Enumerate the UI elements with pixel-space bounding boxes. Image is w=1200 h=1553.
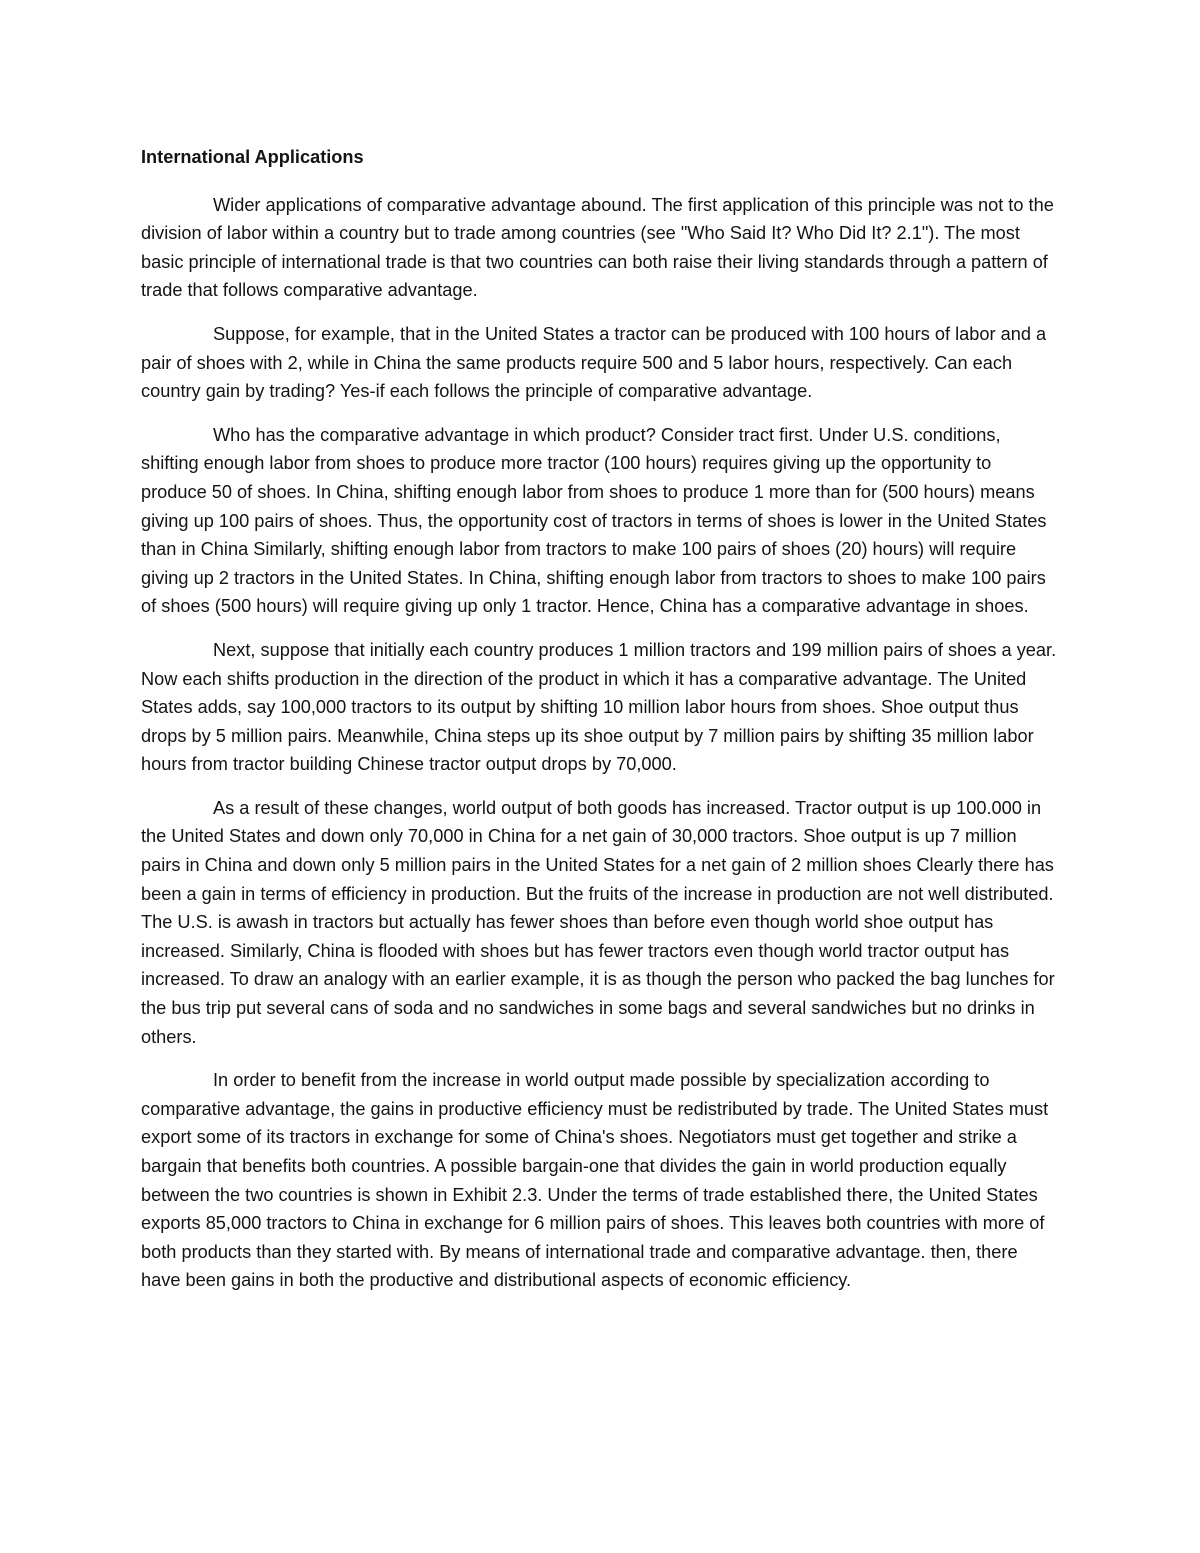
paragraph-4: Next, suppose that initially each country produces 1 million tractors and 199 million pairs of shoes a year. Now each shifts production in the direction of the product in which it has a comparative advantage. The United States adds, say 100,000 tractors to its output by shifting 10 million labor hours from shoes. Shoe output thus drops by 5 million pairs. Meanwhile, China steps up its shoe output by 7 million pairs by shifting 35 million labor hours from tractor building Chinese tractor output drops by 70,000. [141, 639, 1057, 775]
paragraph-3: Who has the comparative advantage in which product? Consider tract first. Under U.S. conditions, shifting enough labor from shoes to produce more tractor (100 hours) requires giving up the opportunity to produce 50 of shoes. In China, shifting enough labor from shoes to produce 1 more than for (500 hours) means giving up 100 pairs of shoes. Thus, the opportunity cost of tractors in terms of shoes is lower in the United States than in China Similarly, shifting enough labor from tractors to make 100 pairs of shoes (20) hours) will require giving up 2 tractors in the United States. In China, shifting enough labor from tractors to shoes to make 100 pairs of shoes (500 hours) will require giving up only 1 tractor. Hence, China has a comparative advantage in shoes. [141, 424, 1047, 617]
paragraph-6: In order to benefit from the increase in world output made possible by specialization according to comparative advantage, the gains in productive efficiency must be redistributed by trade. The United States must export some of its tractors in exchange for some of China's shoes. Negotiators must get together and strike a bargain that benefits both countries. A possible bargain-one that divides the gain in world production equally between the two countries is shown in Exhibit 2.3. Under the terms of trade established there, the United States exports 85,000 tractors to China in exchange for 6 million pairs of shoes. This leaves both countries with more of both products than they started with. By means of international trade and comparative advantage. then, there have been gains in both the productive and distributional aspects of economic efficiency. [141, 1070, 1049, 1291]
paragraph-1: Wider applications of comparative advantage abound. The first application of this principle was not to the division of labor within a country but to trade among countries (see "Who Said It? Who Did It? 2.1"). The most basic principle of international trade is that two countries can both raise their living standards through a pattern of trade that follows comparative advantage. [141, 194, 1054, 301]
paragraph-2: Suppose, for example, that in the United States a tractor can be produced with 100 hours of labor and a pair of shoes with 2, while in China the same products require 500 and 5 labor hours, respectively. Can each country gain by trading? Yes-if each follows the principle of comparative advantage. [141, 323, 1047, 402]
document-body [141, 143, 1061, 1310]
section-title: International Applications [141, 147, 364, 167]
paragraph-5: As a result of these changes, world output of both goods has increased. Tractor output is up 100.000 in the United States and down only 70,000 in China for a net gain of 30,000 tractors. Shoe output is up 7 million pairs in China and down only 5 million pairs in the United States for a net gain of 2 million shoes Clearly there has been a gain in terms of efficiency in production. But the fruits of the increase in production are not well distributed. The U.S. is awash in tractors but actually has fewer shoes than before even though world shoe output has increased. Similarly, China is flooded with shoes but has fewer tractors even though world tractor output has increased. To draw an analogy with an earlier example, it is as though the person who packed the bag lunches for the bus trip put several cans of soda and no sandwiches in some bags and several sandwiches but no drinks in others. [141, 797, 1055, 1047]
